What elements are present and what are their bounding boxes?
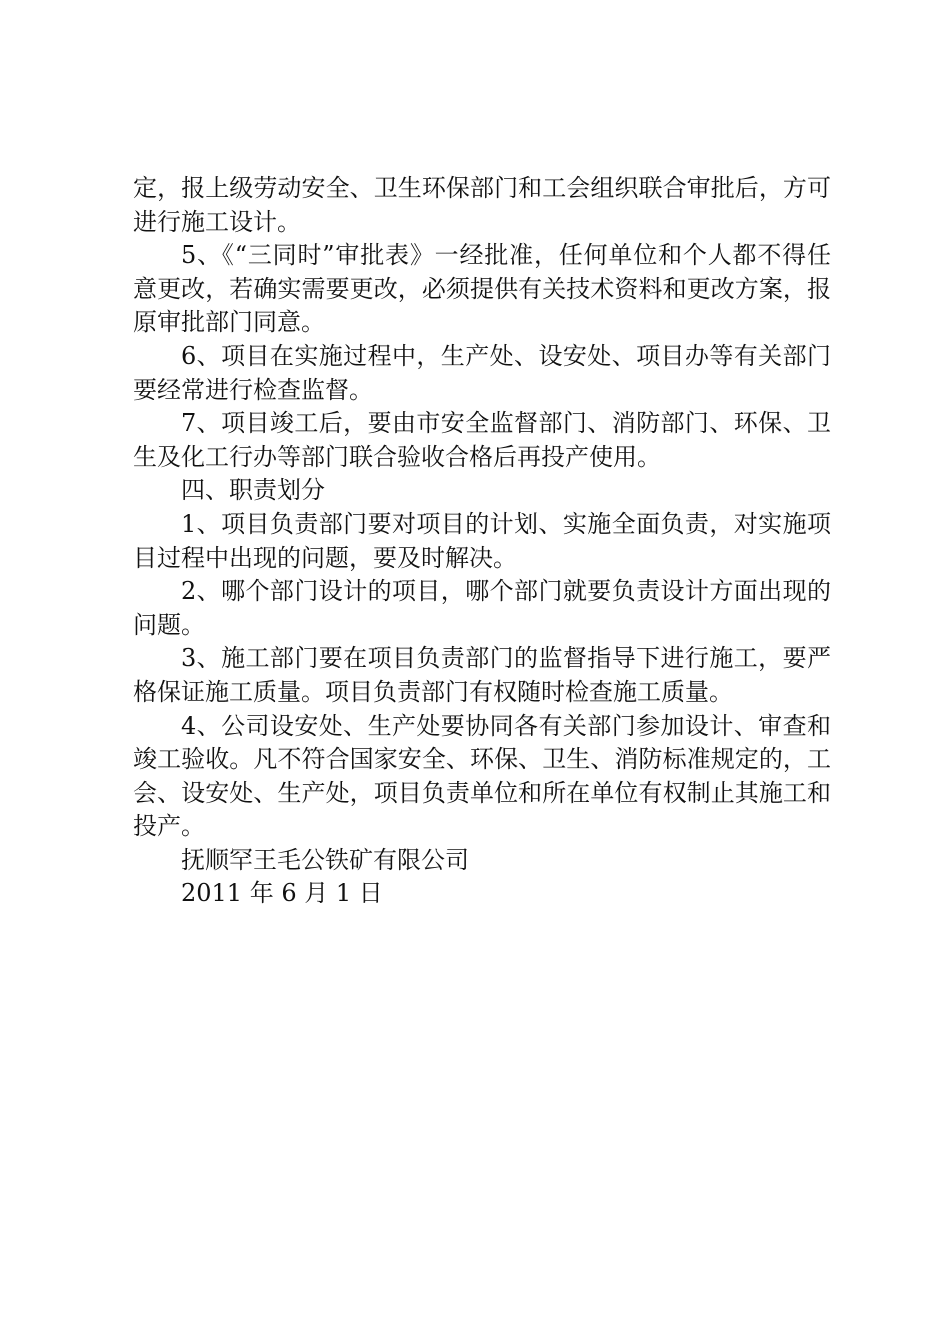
paragraph-duty-3: 3、施工部门要在项目负责部门的监督指导下进行施工，要严格保证施工质量。项目负责部门有权随时检查施工质量。 xyxy=(133,644,831,706)
paragraph-item-7: 7、项目竣工后，要由市安全监督部门、消防部门、环保、卫生及化工行办等部门联合验收合格后再投产使用。 xyxy=(133,409,831,471)
paragraph-duty-4: 4、公司设安处、生产处要协同各有关部门参加设计、审查和竣工验收。凡不符合国家安全、环保、卫生、消防标准规定的，工会、设安处、生产处，项目负责单位和所在单位有权制止其施工和投产。 xyxy=(133,711,831,841)
paragraph-duty-2: 2、哪个部门设计的项目，哪个部门就要负责设计方面出现的问题。 xyxy=(133,577,831,639)
section-heading: 四、职责划分 xyxy=(181,476,325,505)
paragraph-continuation: 定，报上级劳动安全、卫生环保部门和工会组织联合审批后，方可进行施工设计。 xyxy=(133,174,831,236)
paragraph-item-5: 5、《“三同时”审批表》一经批准，任何单位和个人都不得任意更改，若确实需要更改，必须提供有关技术资料和更改方案，报原审批部门同意。 xyxy=(133,241,831,337)
paragraph-duty-1: 1、项目负责部门要对项目的计划、实施全面负责，对实施项目过程中出现的问题，要及时解决。 xyxy=(133,509,831,572)
document-body xyxy=(133,172,831,911)
company-name: 抚顺罕王毛公铁矿有限公司 xyxy=(181,845,469,874)
paragraph-item-6: 6、项目在实施过程中，生产处、设安处、项目办等有关部门要经常进行检查监督。 xyxy=(133,341,831,404)
document-date: 2011 年 6 月 1 日 xyxy=(181,879,383,908)
